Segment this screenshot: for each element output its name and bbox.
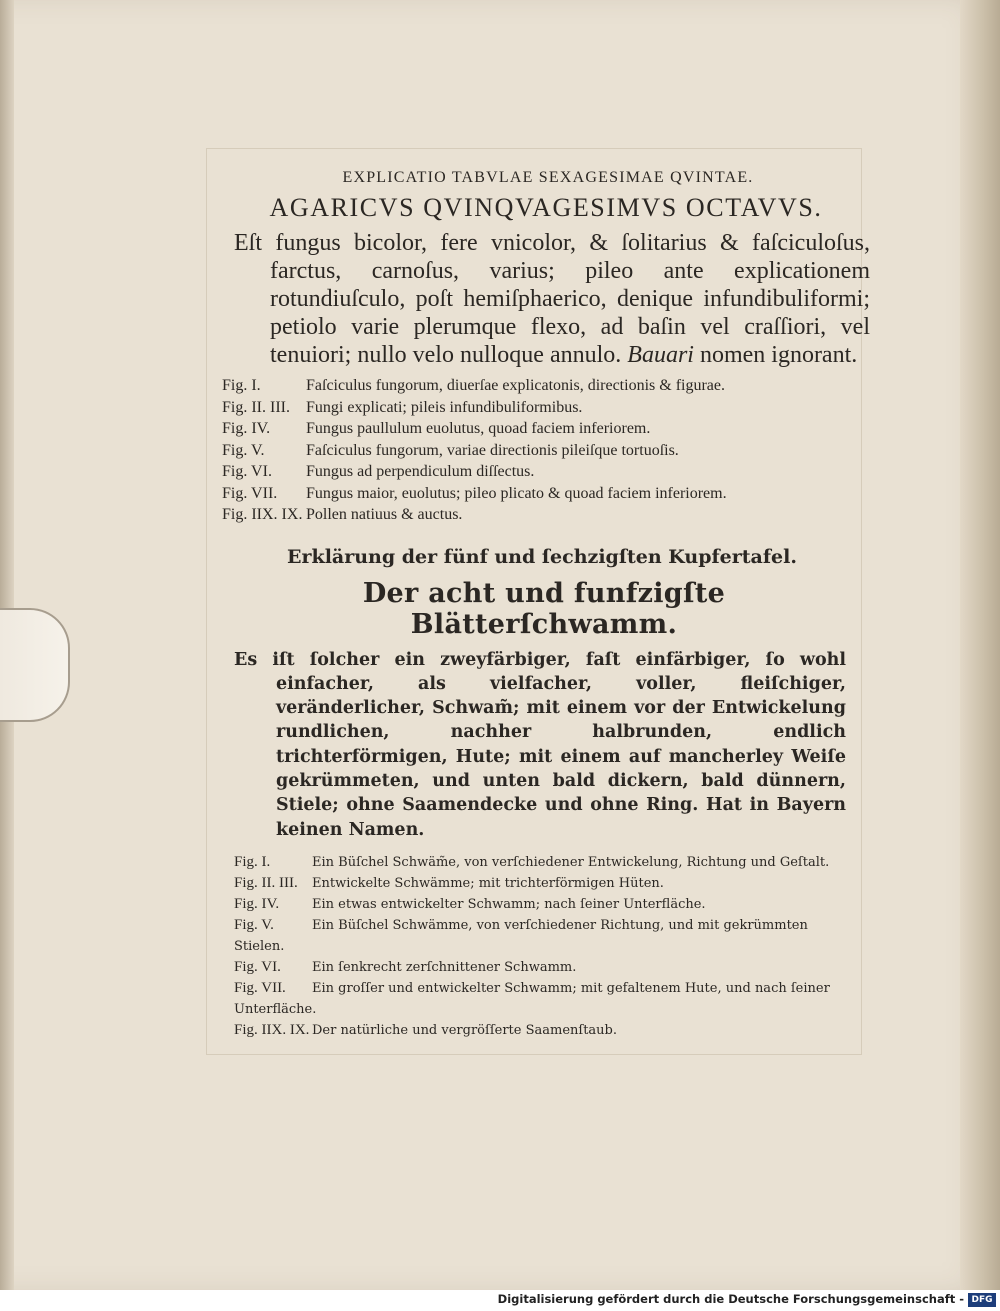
german-description-text: Es iſt ſolcher ein zweyfärbiger, faſt einfärbiger, ſo wohl einfacher, als vielfacher, voller, fleiſchiger, veränderlicher, Schwam̃; mit einem vor der Entwickelung rundlichen, nachher halbrunden, endlich trichterförmigen, Hute; mit einem auf mancherley Weiſe gekrümmeten, und unten bald dickern, bald dünnern, Stiele; ohne Saamendecke und ohne Ring. [234,649,846,816]
german-figure-list [222,852,852,1041]
figure-label: Fig. II. III. [234,874,298,891]
latin-title: AGARICVS QVINQVAGESIMVS OCTAVVS. [269,193,823,222]
german-figure-row [222,852,852,873]
german-figure-row [222,894,852,915]
figure-label: Fig. I. [222,377,261,394]
figure-label: Fig. VI. [222,463,272,480]
figure-label: Fig. I. [234,853,271,870]
latin-description-end: nomen ignorant. [699,342,858,368]
german-description [222,648,846,842]
page-edge-right [960,0,1000,1290]
figure-text: Ein etwas entwickelter Schwamm; nach ſeiner Unterfläche. [312,896,706,912]
figure-label: Fig. V. [222,441,265,459]
figure-label: Fig. VII. [222,484,278,502]
dfg-logo: DFG [968,1293,996,1307]
figure-text: Fungus ad perpendiculum diſſectus. [306,463,535,480]
figure-text: Pollen natiuus & auctus. [306,506,463,523]
latin-figure-row [222,418,852,440]
figure-text: Ein Büſchel Schwäm̃e, von verſchiedener Entwickelung, Richtung und Geſtalt. [312,854,830,870]
figure-text: Entwickelte Schwämme; mit trichterförmigen Hüten. [312,875,664,891]
german-figure-row [222,915,834,957]
figure-label: Fig. IIX. IX. [234,1021,310,1038]
figure-label: Fig. IV. [234,895,280,912]
german-figure-row [222,978,834,1020]
german-description-end: Hat in Bayern keinen Namen. [276,795,847,840]
latin-description-italic: Bauari [627,342,694,368]
german-figure-row [222,957,852,978]
figure-text: Ein ſenkrecht zerſchnittener Schwamm. [312,959,577,975]
figure-label: Fig. IV. [222,420,271,437]
figure-text: Der natürliche und vergröſſerte Saamenſtaub. [312,1022,617,1038]
footer-credit: Digitalisierung gefördert durch die Deutsche Forschungsgemeinschaft - [497,1292,964,1306]
figure-label: Fig. IIX. IX. [222,506,303,523]
figure-text: Faſciculus fungorum, variae directionis pileiſque tortuoſis. [306,441,679,459]
figure-text: Faſciculus fungorum, diuerſae explicatonis, directionis & figurae. [306,377,725,394]
figure-label: Fig. VI. [234,958,281,975]
latin-figure-row [222,461,852,483]
german-figure-row [222,1020,852,1041]
german-figure-row [222,873,852,894]
figure-text: Fungus paullulum euolutus, quoad faciem inferiorem. [306,420,651,437]
german-header: Erklärung der fünf und ſechzigſten Kupfertafel. [287,545,797,568]
german-title: Der acht und funfzigſte Blätterſchwamm. [362,577,726,640]
page-tab-marker [0,608,70,722]
latin-figure-row [222,440,852,462]
latin-figure-row [222,483,852,505]
figure-text: Ein Büſchel Schwämme, von verſchiedener Richtung, und mit gekrümmten Stielen. [234,917,808,954]
latin-figure-row [222,397,852,419]
latin-header: EXPLICATIO TABVLAE SEXAGESIMAE QVINTAE. [342,169,754,186]
latin-description [222,229,870,369]
latin-description-text: Eſt fungus bicolor, fere vnicolor, & ſolitarius & faſciculoſus, farctus, carnoſus, varius; pileo ante explicationem rotundiuſculo, poſt hemiſphaerico, denique infundibuliformi; petiolo varie plerumque flexo, ad baſin vel craſſiori, vel tenuiori; nullo velo nulloque annulo. [234,230,870,368]
text-block [222,165,870,1041]
latin-figure-row [222,504,852,526]
figure-label: Fig. V. [234,916,274,933]
figure-label: Fig. II. III. [222,398,290,416]
latin-figure-list [222,375,852,526]
latin-figure-row [222,375,852,397]
figure-text: Fungus maior, euolutus; pileo plicato & quoad faciem inferiorem. [306,484,727,502]
footer-bar [0,1290,1000,1311]
figure-text: Ein groſſer und entwickelter Schwamm; mit gefaltenem Hute, und nach ſeiner Unterfläche. [234,980,830,1017]
figure-text: Fungi explicati; pileis infundibuliformibus. [306,398,583,416]
figure-label: Fig. VII. [234,979,286,996]
